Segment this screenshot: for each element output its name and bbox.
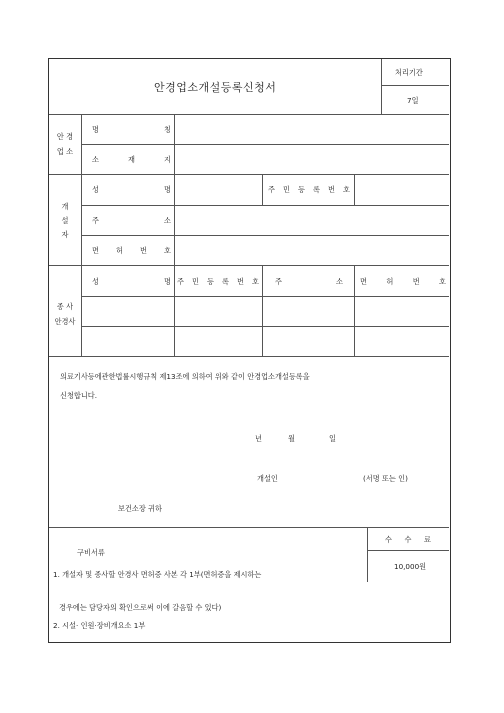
date-day-label: 일: [329, 434, 336, 443]
divider: [49, 356, 449, 357]
divider: [262, 174, 263, 205]
recipient-label: 보건소장 귀하: [118, 504, 162, 513]
divider: [381, 85, 449, 86]
document-item-1: 1. 개설자 및 종사할 안경사 면허증 사본 각 1부(면허증을 제시하는: [53, 570, 262, 579]
shop-address-field[interactable]: [175, 145, 449, 174]
documents-title: 구비서류: [77, 548, 105, 557]
founder-rrn-label: 주 민 등 록 번 호: [268, 185, 350, 194]
staff-address-header: 주 소: [275, 277, 343, 286]
shop-group-label: 업 소: [56, 147, 74, 156]
shop-group-label: 안 경: [56, 132, 74, 141]
divider: [381, 59, 382, 114]
founder-group-label: 자: [61, 230, 69, 239]
staff-group-label: 안경사: [54, 317, 76, 326]
shop-address-label: 소 재 지: [92, 155, 171, 164]
founder-name-label: 성 명: [92, 185, 171, 194]
founder-rrn-field[interactable]: [355, 175, 449, 205]
application-form: [48, 58, 451, 643]
founder-name-field[interactable]: [175, 175, 262, 205]
founder-group-label: 설: [61, 216, 69, 225]
founder-license-label: 면 허 번 호: [92, 246, 171, 255]
founder-license-field[interactable]: [175, 236, 449, 265]
founder-group-label: 개: [61, 202, 69, 211]
staff-rrn-header: 주 민 등 록 번 호: [177, 277, 259, 286]
applicant-label: 개설인: [257, 474, 278, 483]
staff-name-header: 성 명: [92, 277, 171, 286]
divider: [49, 527, 449, 528]
staff-row-1[interactable]: [82, 297, 449, 326]
founder-address-label: 주 소: [92, 216, 171, 225]
shop-name-label: 명 칭: [92, 125, 171, 134]
date-year-label: 년: [255, 434, 262, 443]
document-item-1-cont: 경우에는 담당자의 확인으로써 이에 갈음할 수 있다): [59, 603, 222, 612]
statement-line-1: 의료기사등에관한법률시행규칙 제13조에 의하여 위와 같이 안경업소개설등록을: [60, 372, 310, 381]
date-month-label: 월: [288, 434, 295, 443]
shop-name-field[interactable]: [175, 115, 449, 144]
divider: [49, 265, 449, 266]
form-title: 안경업소개설등록신청서: [154, 81, 277, 94]
statement-line-2: 신청합니다.: [60, 391, 98, 400]
processing-period-label: 처리기간: [395, 68, 423, 77]
staff-license-header: 면 허 번 호: [360, 277, 446, 286]
divider: [367, 527, 368, 582]
fee-label: 수 수 료: [385, 535, 431, 544]
document-item-2: 2. 시설· 인원·장비개요소 1부: [53, 621, 146, 630]
signature-label: (서명 또는 인): [363, 474, 408, 483]
staff-group-label: 종 사: [56, 302, 74, 311]
divider: [367, 550, 449, 551]
founder-address-field[interactable]: [175, 206, 449, 235]
processing-period-value: 7일: [407, 96, 419, 105]
staff-row-2[interactable]: [82, 327, 449, 356]
fee-value: 10,000원: [394, 562, 427, 571]
